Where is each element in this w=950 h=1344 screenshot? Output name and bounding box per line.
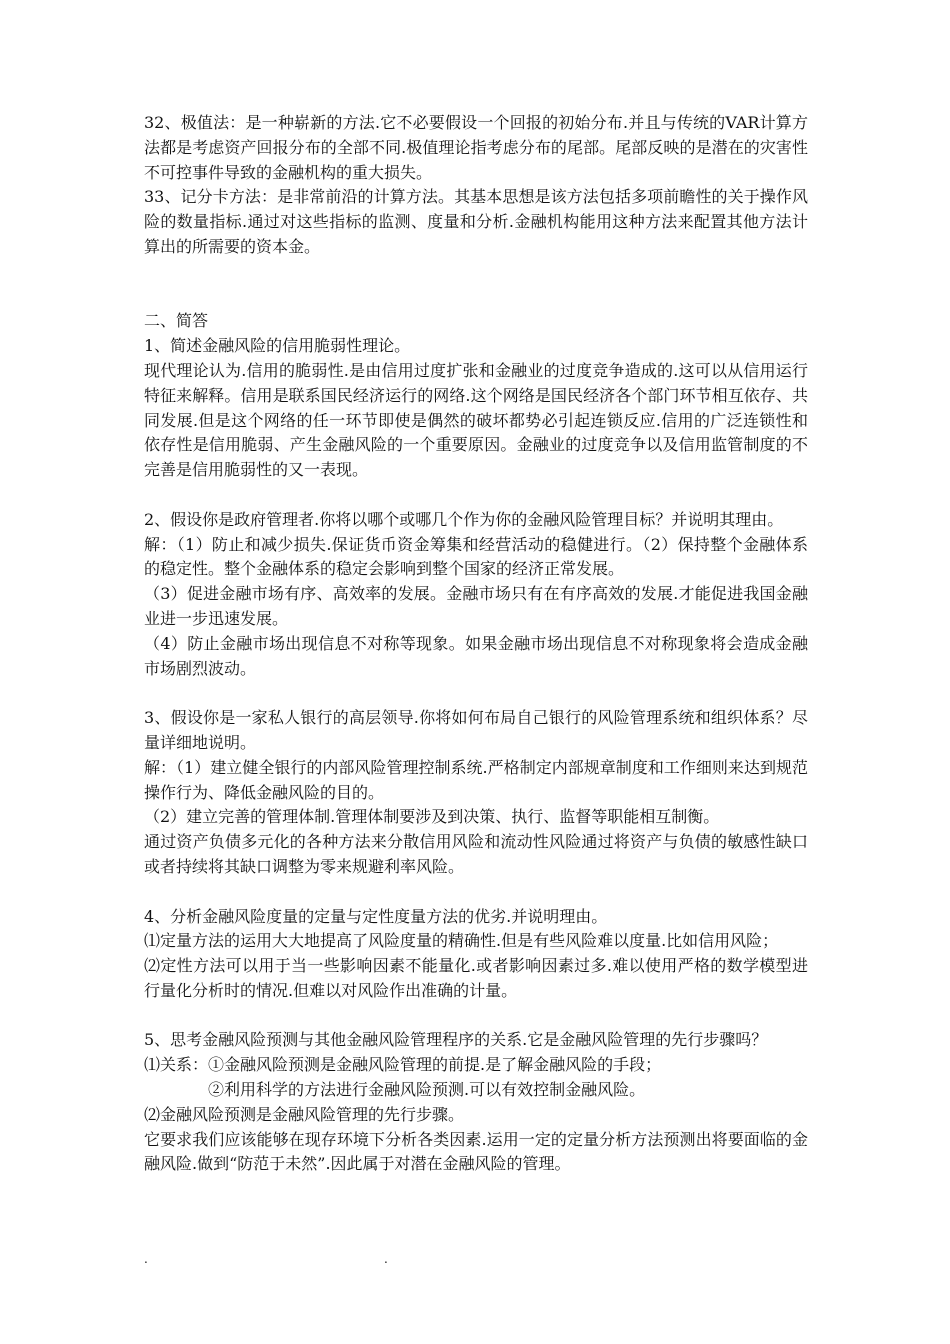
spacer — [144, 880, 808, 905]
answer-5-part-3: ⑵金融风险预测是金融风险管理的先行步骤。 — [144, 1104, 465, 1124]
answer-2-part-4: （4）防止金融市场出现信息不对称等现象。如果金融市场出现信息不对称现象将会造成金融市场剧烈波动。 — [144, 633, 808, 678]
answer-2-part-3: （3）促进金融市场有序、高效率的发展。金融市场只有在有序高效的发展.才能促进我国金融业进一步迅速发展。 — [144, 584, 808, 628]
spacer — [144, 681, 808, 706]
answer-5-part-2: ②利用科学的方法进行金融风险预测.可以有效控制金融风险。 — [208, 1080, 646, 1100]
answer-4-part-2: ⑵定性方法可以用于当一些影响因素不能量化.或者影响因素过多.难以使用严格的数学模型进行量化分析时的情况.但难以对风险作出准确的计量。 — [144, 956, 808, 1000]
document-body — [144, 111, 808, 1177]
definition-33: 33、记分卡方法：是非常前沿的计算方法。其基本思想是该方法包括多项前瞻性的关于操作风险的数量指标.通过对这些指标的监测、度量和分析.金融机构能用这种方法来配置其他方法计算出的所需要的资本金。 — [144, 187, 808, 256]
question-5: 5、思考金融风险预测与其他金融风险管理程序的关系.它是金融风险管理的先行步骤吗？ — [144, 1030, 768, 1050]
answer-3-part-2: （2）建立完善的管理体制.管理体制要涉及到决策、执行、监督等职能相互制衡。 — [144, 807, 720, 827]
answer-1: 现代理论认为.信用的脆弱性.是由信用过度扩张和金融业的过度竞争造成的.这可以从信用运行特征来解释。信用是联系国民经济运行的网络.这个网络是国民经济各个部门环节相互依存、共同发展.但是这个网络的任一环节即使是偶然的破坏都势必引起连锁反应.信用的广泛连锁性和依存性是信用脆弱、产生金融风险的一个重要原因。金融业的过度竞争以及信用监管制度的不完善是信用脆弱性的又一表现。 — [144, 360, 808, 480]
answer-3-part-1: 解：（1）建立健全银行的内部风险管理控制系统.严格制定内部规章制度和工作细则来达到规范操作行为、降低金融风险的目的。 — [144, 757, 808, 802]
answer-5-part-1: ⑴关系：①金融风险预测是金融风险管理的前提.是了解金融风险的手段； — [144, 1055, 662, 1075]
question-3: 3、假设你是一家私人银行的高层领导.你将如何布局自己银行的风险管理系统和组织体系？尽量详细地说明。 — [144, 708, 808, 752]
answer-3-part-3: 通过资产负债多元化的各种方法来分散信用风险和流动性风险通过将资产与负债的敏感性缺口或者持续将其缺口调整为零来规避利率风险。 — [144, 832, 808, 876]
answer-4-part-1: ⑴定量方法的运用大大地提高了风险度量的精确性.但是有些风险难以度量.比如信用风险； — [144, 931, 779, 951]
answer-2-part-1: 解：（1）防止和减少损失.保证货币资金筹集和经营活动的稳健进行。（2）保持整个金融体系的稳定性。整个金融体系的稳定会影响到整个国家的经济正常发展。 — [144, 534, 808, 579]
definition-32: 32、极值法：是一种崭新的方法.它不必要假设一个回报的初始分布.并且与传统的VAR计算方法都是考虑资产回报分布的全部不同.极值理论指考虑分布的尾部。尾部反映的是潜在的灾害性不可控事件导致的金融机构的重大损失。 — [144, 113, 808, 182]
section-title: 二、简答 — [144, 311, 209, 331]
footer-dot-right: . — [384, 1252, 388, 1266]
footer-dot-left: . — [144, 1252, 148, 1266]
question-2: 2、假设你是政府管理者.你将以哪个或哪几个作为你的金融风险管理目标？并说明其理由。 — [144, 509, 784, 529]
question-1: 1、简述金融风险的信用脆弱性理论。 — [144, 336, 411, 356]
answer-5-part-4: 它要求我们应该能够在现存环境下分析各类因素.运用一定的定量分析方法预测出将要面临的金融风险.做到“防范于未然”.因此属于对潜在金融风险的管理。 — [144, 1129, 808, 1174]
spacer — [144, 483, 808, 508]
spacer — [144, 260, 808, 285]
question-4: 4、分析金融风险度量的定量与定性度量方法的优劣.并说明理由。 — [144, 906, 608, 926]
spacer — [144, 1004, 808, 1029]
spacer — [144, 285, 808, 310]
